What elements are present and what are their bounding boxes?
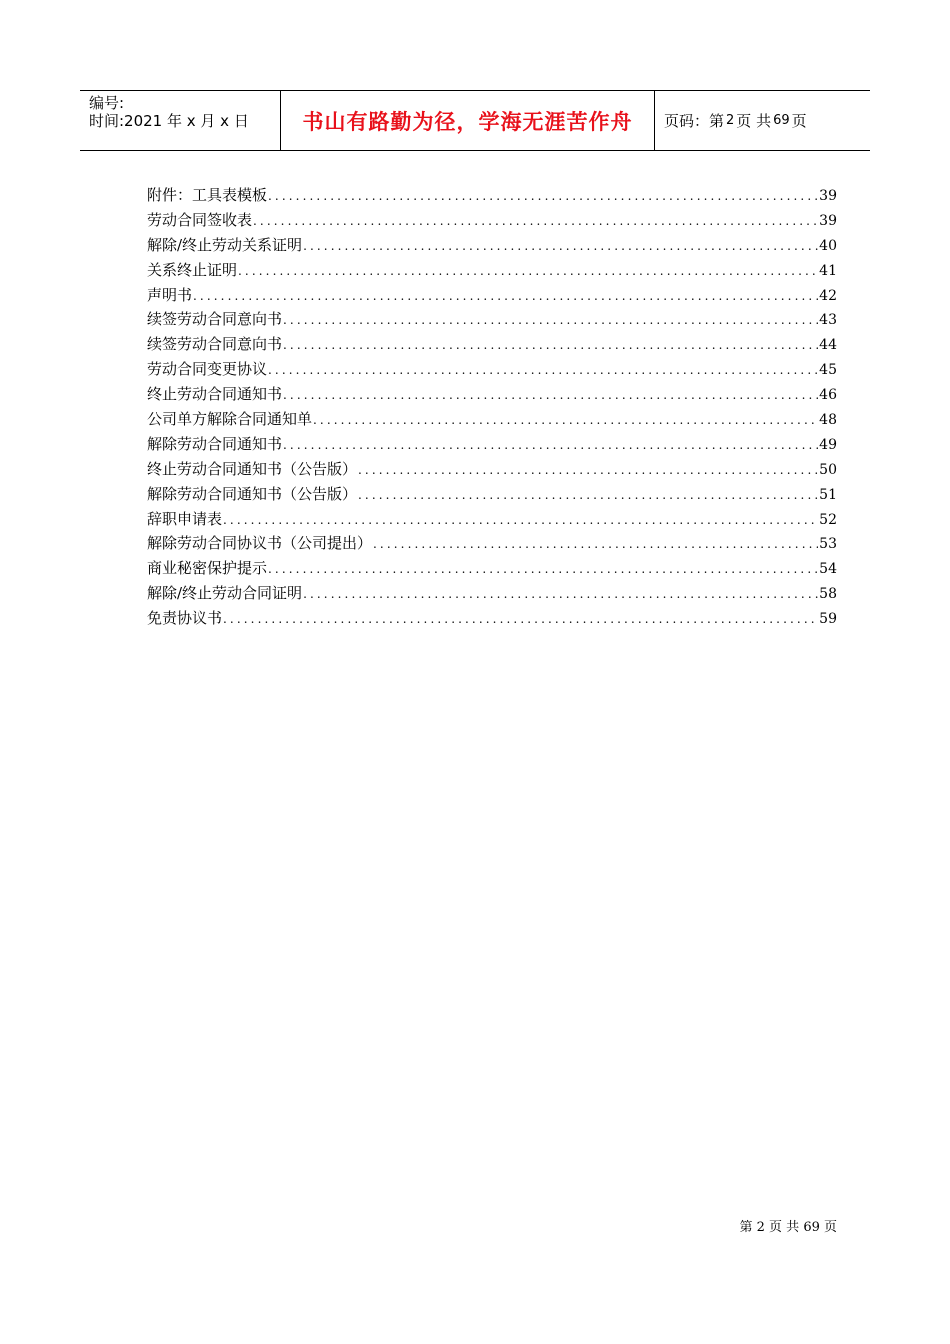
toc-entry-page: 39 <box>819 188 837 204</box>
toc-entry[interactable] <box>147 259 837 284</box>
toc-entry-page: 42 <box>819 287 837 304</box>
page-suffix: 页 <box>791 112 807 130</box>
toc-leader-dots <box>253 214 818 228</box>
toc-entry-title: 商业秘密保护提示 <box>147 559 268 578</box>
toc-leader-dots <box>303 587 818 601</box>
toc-entry[interactable] <box>147 383 837 408</box>
toc-leader-dots <box>283 438 818 452</box>
toc-entry-page: 59 <box>819 611 837 628</box>
toc-leader-dots <box>373 537 818 551</box>
toc-entry-title: 解除劳动合同通知书（公告版） <box>147 484 358 503</box>
toc-leader-dots <box>268 562 818 576</box>
toc-entry-page: 46 <box>819 387 837 404</box>
toc-entry-title: 终止劳动合同通知书（公告版） <box>147 459 358 478</box>
toc-leader-dots <box>358 488 818 502</box>
toc-entry[interactable] <box>147 358 837 383</box>
page-footer: 第 2 页 共 69 页 <box>739 1220 837 1235</box>
toc-entry-page: 40 <box>819 237 837 254</box>
toc-entry-page: 39 <box>819 212 837 229</box>
header-meta-cell <box>80 91 281 150</box>
toc-entry[interactable] <box>147 284 837 309</box>
table-of-contents <box>147 184 837 632</box>
toc-leader-dots <box>303 239 818 253</box>
page-current: 2 <box>726 113 735 128</box>
toc-entry-title: 终止劳动合同通知书 <box>147 385 283 404</box>
toc-leader-dots <box>268 189 818 203</box>
toc-entry-title: 关系终止证明 <box>147 260 238 279</box>
toc-entry-page: 49 <box>819 436 837 453</box>
toc-entry[interactable] <box>147 458 837 483</box>
toc-entry[interactable] <box>147 483 837 508</box>
toc-leader-dots <box>313 413 818 427</box>
toc-entry-page: 51 <box>819 486 837 503</box>
toc-entry[interactable] <box>147 234 837 259</box>
toc-entry[interactable] <box>147 184 837 209</box>
toc-entry-title: 劳动合同签收表 <box>147 210 253 229</box>
toc-entry[interactable] <box>147 333 837 358</box>
toc-entry-page: 45 <box>819 362 837 379</box>
toc-entry-title: 续签劳动合同意向书 <box>147 335 283 354</box>
header-page-indicator <box>655 91 870 150</box>
toc-entry[interactable] <box>147 408 837 433</box>
toc-leader-dots <box>193 289 818 303</box>
toc-entry-page: 41 <box>819 262 837 279</box>
toc-entry[interactable] <box>147 308 837 333</box>
toc-entry-title: 续签劳动合同意向书 <box>147 310 283 329</box>
toc-entry[interactable] <box>147 433 837 458</box>
toc-entry-title: 辞职申请表 <box>147 509 223 528</box>
toc-leader-dots <box>223 612 818 626</box>
toc-entry-title: 解除劳动合同协议书（公司提出） <box>147 534 373 553</box>
toc-entry-page: 52 <box>819 511 837 528</box>
toc-leader-dots <box>238 264 818 278</box>
toc-leader-dots <box>283 313 818 327</box>
toc-entry-page: 43 <box>819 312 837 329</box>
page-mid: 页 共 <box>736 112 772 130</box>
toc-entry-title: 劳动合同变更协议 <box>147 360 268 379</box>
page-total: 69 <box>773 113 790 128</box>
toc-entry[interactable] <box>147 607 837 632</box>
header-motto: 书山有路勤为径，学海无涯苦作舟 <box>281 91 655 150</box>
document-number-label: 编号: <box>89 94 125 112</box>
toc-leader-dots <box>223 513 818 527</box>
toc-entry-page: 50 <box>819 461 837 478</box>
toc-entry-title: 附件：工具表模板 <box>147 186 268 204</box>
toc-entry-title: 解除/终止劳动合同证明 <box>147 584 303 603</box>
toc-entry-title: 免责协议书 <box>147 609 223 628</box>
toc-entry-page: 44 <box>819 337 837 354</box>
toc-entry-page: 54 <box>819 561 837 578</box>
toc-entry[interactable] <box>147 557 837 582</box>
toc-entry-page: 58 <box>819 586 837 603</box>
toc-leader-dots <box>283 388 818 402</box>
toc-leader-dots <box>268 363 818 377</box>
toc-entry-title: 声明书 <box>147 285 193 304</box>
toc-entry-title: 解除/终止劳动关系证明 <box>147 235 303 254</box>
toc-entry-title: 解除劳动合同通知书 <box>147 434 283 453</box>
toc-entry-title: 公司单方解除合同通知单 <box>147 410 313 429</box>
toc-entry[interactable] <box>147 508 837 533</box>
toc-entry-page: 53 <box>819 536 837 553</box>
toc-entry[interactable] <box>147 532 837 557</box>
toc-leader-dots <box>283 338 818 352</box>
page-prefix: 页码：第 <box>664 112 725 130</box>
toc-leader-dots <box>358 463 818 477</box>
toc-entry[interactable] <box>147 209 837 234</box>
toc-entry-page: 48 <box>819 412 837 429</box>
document-time-label: 时间:2021 年 x 月 x 日 <box>89 112 249 130</box>
page-header <box>80 90 870 151</box>
toc-entry[interactable] <box>147 582 837 607</box>
